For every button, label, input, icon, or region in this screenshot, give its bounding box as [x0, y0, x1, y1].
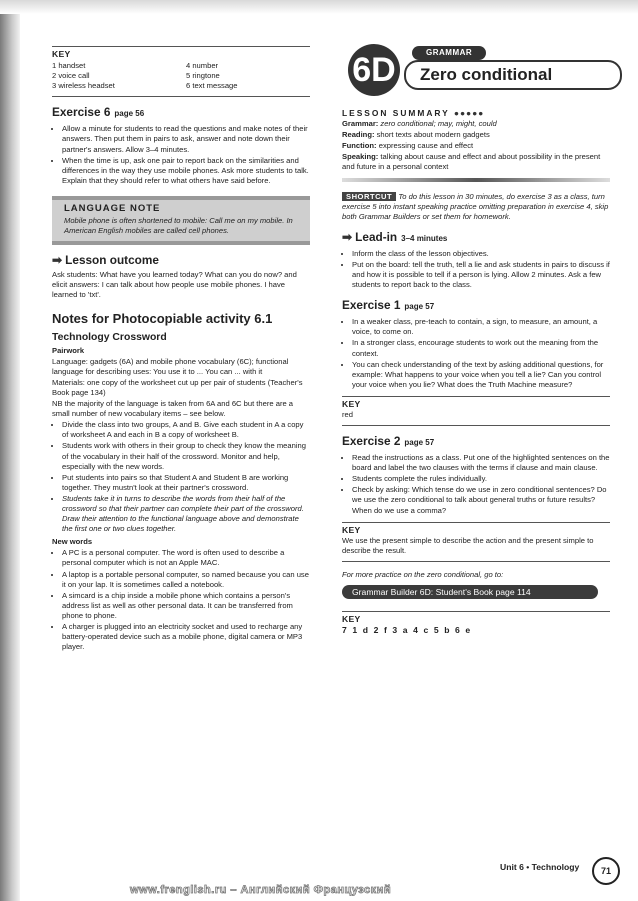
list-item: • You can check understanding of the text by asking additional questions, for example: What happens to your voice when you tell a lie? Can you control your voice when you lie? What does the Truth Machine measure? [352, 360, 610, 390]
summary-line [342, 130, 610, 140]
language-note-text: Mobile phone is often shortened to mobile: Call me on my mobile. In American English mobiles are called cell phones. [64, 216, 293, 236]
key-heading: KEY [342, 396, 610, 409]
language-note-title: LANGUAGE NOTE [64, 202, 161, 214]
photocopiable-list [52, 420, 310, 534]
list-item: • Read the instructions as a class. Put one of the highlighted sentences on the board and label the two clauses with the terms if clause and main clause. [352, 453, 610, 473]
key-grid [52, 61, 310, 91]
exercise-page: page 56 [114, 109, 145, 119]
top-shade [0, 0, 638, 14]
arrow-icon: ➡ [52, 253, 66, 268]
exercise-title: Exercise 6 [52, 105, 111, 120]
list-item: • Put on the board: tell the truth, tell a lie and ask students in pairs to discuss if and how it is possible to tell if a person is lying. Allow 2 minutes. Ask a few students to report back to the class. [352, 260, 610, 290]
shortcut-note [342, 192, 610, 222]
summary-line [342, 152, 610, 172]
list-item: • Students work with others in their group to check they know the meaning of the vocabulary in their half of the crossword. Monitor and help, especially with the new words. [62, 441, 310, 471]
summary-label: Speaking: [342, 152, 379, 162]
key-item: 4 number [186, 61, 219, 71]
key-item: 5 ringtone [186, 71, 220, 81]
exercise-title: Exercise 2 [342, 434, 401, 449]
lead-in-time: 3–4 minutes [401, 233, 448, 243]
list-item: • A charger is plugged into an electricity socket and used to recharge any battery-operated device such as a mobile phone, digital camera or MP3 player. [62, 622, 310, 652]
key-text: red [342, 409, 353, 419]
lead-in-title: Lead-in [355, 229, 398, 244]
list-item: • A laptop is a portable personal computer, so named because you can use it on your lap. It is sometimes called a notebook. [62, 570, 310, 590]
exercise-2-heading [342, 434, 610, 450]
nb-line: NB the majority of the language is taken from 6A and 6C but there are a small number of new vocabulary items – see below. [52, 399, 294, 419]
right-column [342, 40, 610, 636]
arrow-icon: ➡ [342, 229, 356, 244]
summary-band [342, 178, 610, 182]
list-item: • Students complete the rules individually. [352, 474, 610, 484]
exercise-6-list [52, 124, 310, 186]
exercise-2-list [342, 453, 610, 516]
lesson-summary-heading [342, 108, 610, 118]
lesson-badge [342, 40, 610, 104]
divider [342, 425, 610, 426]
grammar-builder-pill: Grammar Builder 6D: Student's Book page 114 [342, 585, 598, 599]
key-item: 3 wireless headset [52, 81, 115, 91]
list-item: • In a stronger class, encourage students to work out the meaning from the context. [352, 338, 610, 358]
divider [52, 96, 310, 97]
summary-text: expressing cause and effect [378, 141, 474, 151]
list-item: • Students take it in turns to describe the words from their half of the crossword so that their partner can complete their part of the crossword. Draw their attention to the functional language above and demonstrate the first one or two clues together. [62, 494, 310, 534]
summary-text: zero conditional; may, might, could [380, 119, 497, 129]
new-words-title: New words [52, 537, 93, 547]
exercise-1-heading [342, 298, 610, 314]
list-item: • A simcard is a chip inside a mobile phone which contains a person's address list as well as other personal data. It can be transferred from phone to phone. [62, 591, 310, 621]
lesson-title: Zero conditional [404, 60, 622, 90]
key-heading: KEY [52, 46, 310, 59]
left-column [52, 40, 310, 654]
key-heading: KEY [342, 611, 610, 624]
crossword-title: Technology Crossword [52, 331, 167, 343]
key-item: 1 handset [52, 61, 86, 71]
unit-footer: Unit 6 • Technology [500, 862, 580, 872]
unit-code-circle: 6D [348, 44, 400, 96]
summary-title: LESSON SUMMARY [342, 108, 450, 118]
list-item: • A PC is a personal computer. The word is often used to describe a personal computer which is not an Apple MAC. [62, 548, 310, 568]
key-item: 6 text message [186, 81, 238, 91]
exercise-title: Exercise 1 [342, 298, 401, 313]
language-note-box [52, 196, 310, 245]
lesson-outcome-title: Lesson outcome [65, 253, 159, 268]
summary-text: talking about cause and effect and about possibility in the present and future in a personal context [342, 152, 601, 172]
language-line: Language: gadgets (6A) and mobile phone vocabulary (6C); functional language for describing uses: You use it to ... You can ... with it [52, 356, 289, 376]
key-item: 2 voice call [52, 71, 90, 81]
lesson-outcome-text: Ask students: What have you learned today? What can you do now? and elicit answers: I can talk about how people use mobile phones. I have learned to 'txt'. [52, 270, 297, 300]
more-practice-text: For more practice on the zero conditional, go to: [342, 569, 504, 579]
page-number: 71 [592, 857, 620, 885]
divider [342, 561, 610, 562]
exercise-6-heading [52, 105, 310, 121]
lesson-outcome-heading [52, 253, 310, 267]
list-item: • Inform the class of the lesson objectives. [352, 249, 610, 259]
list-item: • Check by asking: Which tense do we use in zero conditional sentences? Do we use the zero conditional to talk about general truths or future results? When do we use a comma? [352, 485, 610, 515]
mode-label: Pairwork [52, 345, 85, 355]
summary-label: Grammar: [342, 119, 379, 129]
key-text: We use the present simple to describe the action and the present simple to describe the result. [342, 535, 594, 555]
difficulty-dots: ●●●●● [453, 108, 485, 118]
list-item: • When the time is up, ask one pair to report back on the similarities and differences in the way they use mobile phones. Ask more students to talk. Explain that they should refer to what others have said before. [62, 156, 310, 186]
new-words-list [52, 548, 310, 652]
list-item: • Put students into pairs so that Student A and Student B are working together. They mustn't look at their partner's crossword. [62, 473, 310, 493]
grammar-label: GRAMMAR [412, 46, 486, 60]
exercise-page: page 57 [404, 302, 435, 312]
exercise-1-list [342, 317, 610, 390]
lead-in-heading [342, 230, 610, 246]
book-binding-shadow [0, 0, 20, 901]
list-item: • In a weaker class, pre-teach to contain, a sign, to measure, an amount, a voice, to come on. [352, 317, 610, 337]
shortcut-tag: SHORTCUT [342, 192, 396, 201]
summary-label: Function: [342, 141, 377, 151]
lead-in-list [342, 249, 610, 290]
list-item: • Allow a minute for students to read the questions and make notes of their answers. Then put them in pairs to ask, answer and note down their partner's answers. Allow 3–4 minutes. [62, 124, 310, 154]
materials-line: Materials: one copy of the worksheet cut up per pair of students (Teacher's Book page 134) [52, 377, 303, 397]
summary-line [342, 141, 610, 151]
list-item: • Divide the class into two groups, A and B. Give each student in A a copy of worksheet A and each in B a copy of worksheet B. [62, 420, 310, 440]
summary-text: short texts about modern gadgets [376, 130, 490, 140]
summary-label: Reading: [342, 130, 375, 140]
exercise-page: page 57 [404, 438, 435, 448]
photocopiable-title: Notes for Photocopiable activity 6.1 [52, 310, 273, 326]
shortcut-text: To do this lesson in 30 minutes, do exercise 3 as a class, turn exercise 5 into instant speaking practice omitting preparation in exercise 4, skip both Grammar Builders or set them for homework. [342, 191, 609, 221]
site-watermark: www.frenglish.ru – Английский Французский [130, 884, 392, 896]
answer-key-line: 7 1 d 2 f 3 a 4 c 5 b 6 e [342, 625, 472, 636]
summary-line [342, 119, 610, 129]
key-heading: KEY [342, 522, 610, 535]
